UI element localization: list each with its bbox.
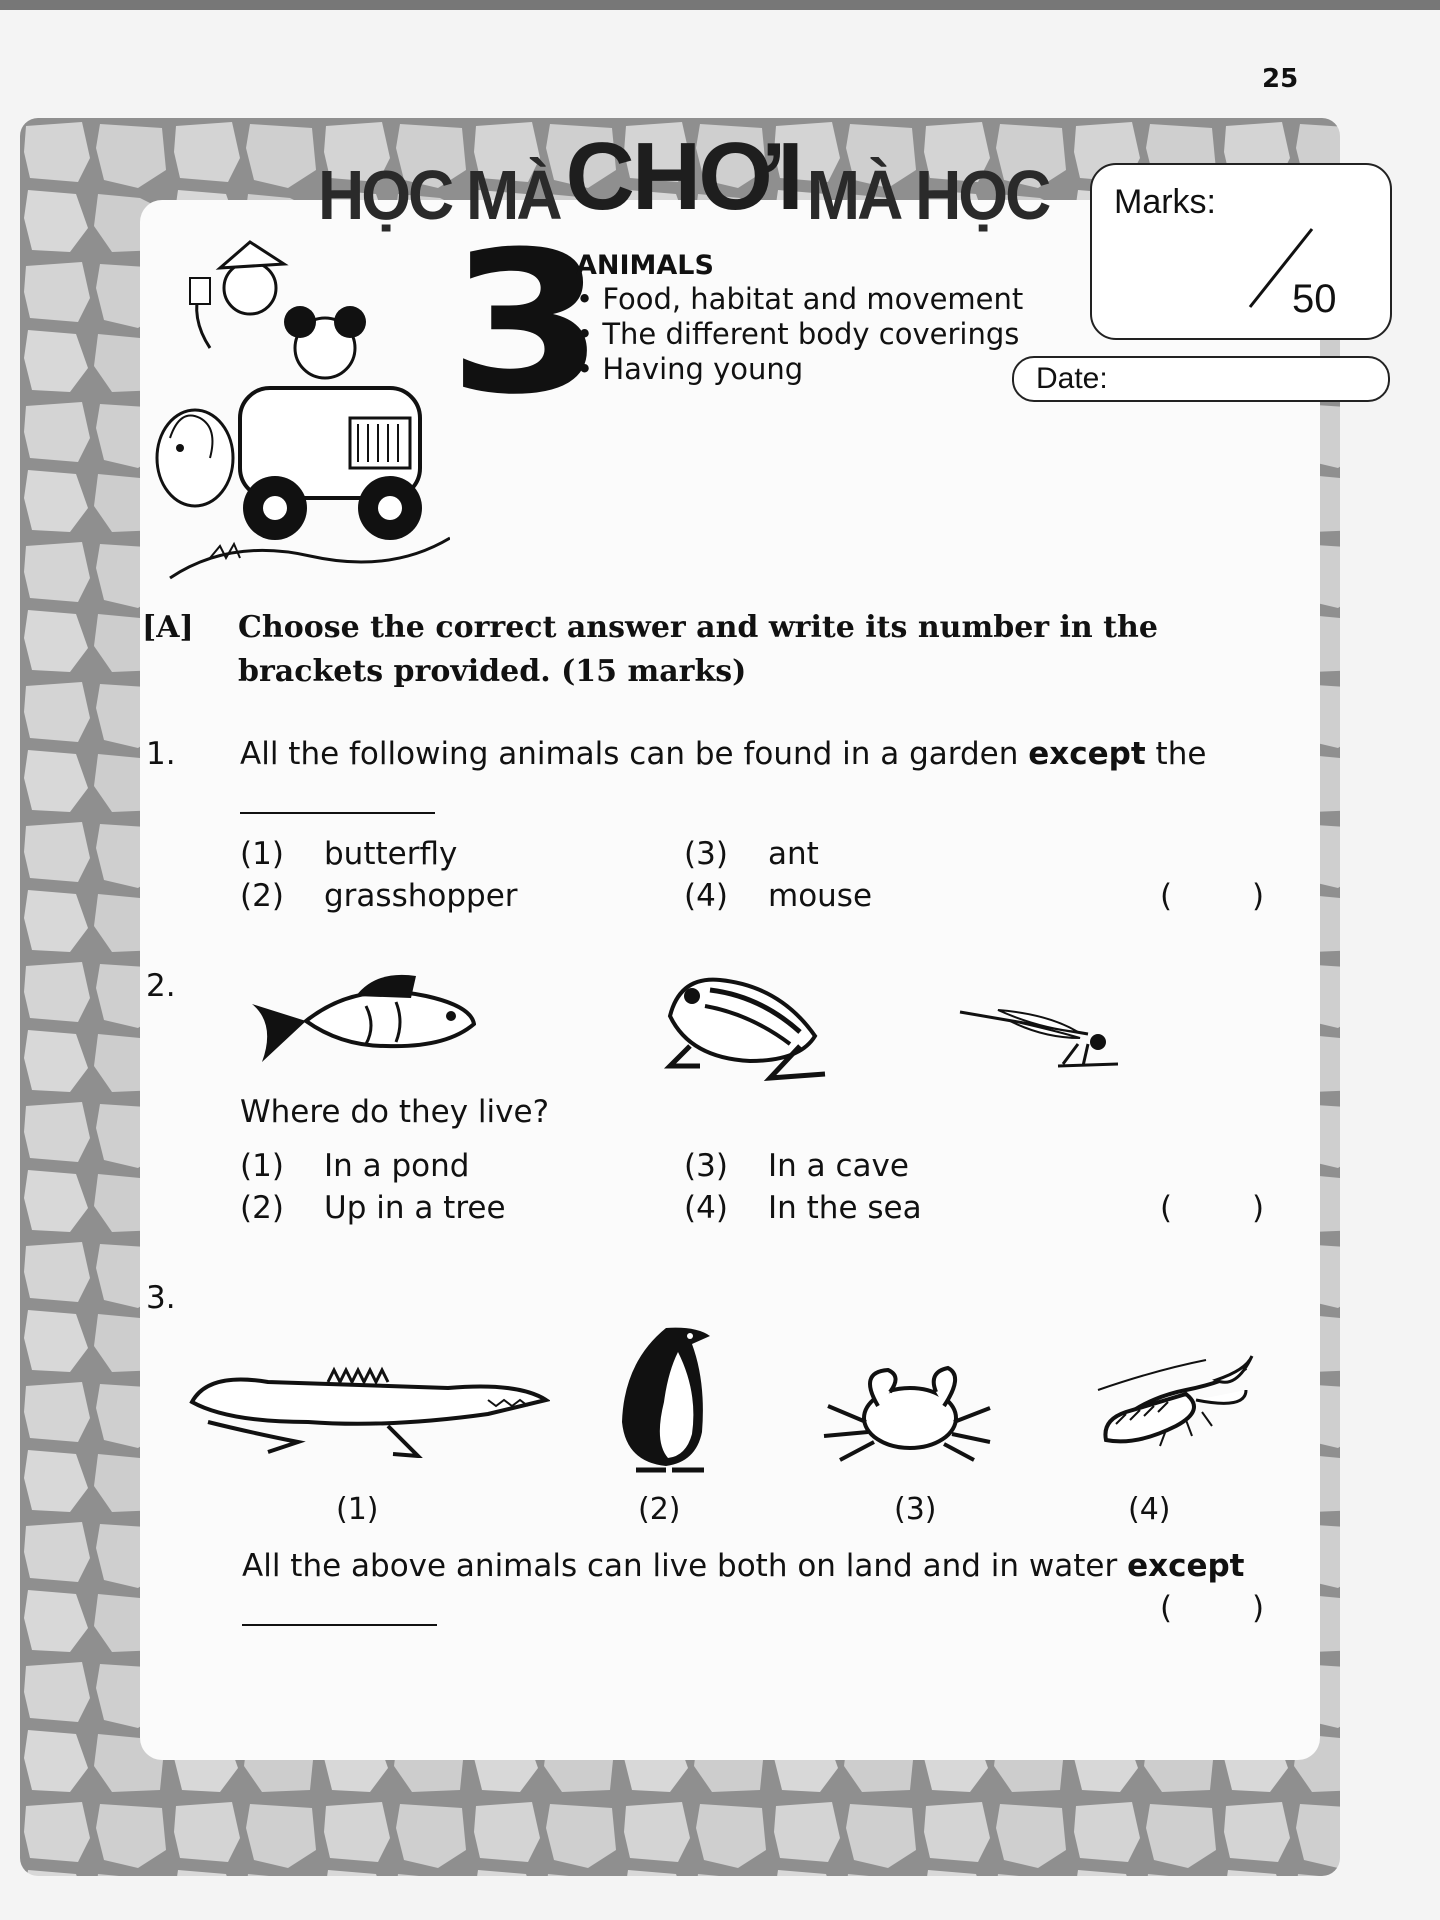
fish-icon	[246, 966, 476, 1076]
answer-blank[interactable]	[242, 1624, 437, 1626]
question-number: 2.	[146, 968, 176, 1004]
cartoon-jeep-icon	[150, 238, 450, 598]
date-box	[1012, 356, 1390, 402]
question-number: 1.	[146, 736, 176, 772]
section-tag: [A]	[142, 610, 194, 645]
option-text: Up in a tree	[324, 1190, 506, 1226]
picture-label: (3)	[894, 1492, 937, 1527]
question-text	[242, 1548, 1245, 1584]
option-number: (2)	[240, 878, 284, 914]
option	[684, 878, 872, 914]
topic-title: ANIMALS	[576, 250, 714, 281]
option-number: (2)	[240, 1190, 284, 1226]
q3-text-bold: except	[1127, 1548, 1245, 1584]
picture-label: (2)	[638, 1492, 681, 1527]
title-right: MÀ HỌC	[806, 156, 1049, 234]
marks-label: Marks:	[1114, 183, 1216, 221]
title-left: HỌC MÀ	[318, 156, 560, 234]
option-text: ant	[768, 836, 819, 872]
option	[684, 1190, 922, 1226]
option-number: (4)	[684, 1190, 728, 1226]
penguin-icon	[606, 1322, 724, 1478]
answer-blank[interactable]	[240, 812, 435, 814]
q1-text-end: the	[1145, 736, 1207, 772]
topic-bullet: • Food, habitat and movement	[576, 282, 1023, 317]
lobster-icon	[1096, 1350, 1256, 1450]
topic-bullets	[576, 282, 1023, 387]
option-number: (1)	[240, 1148, 284, 1184]
answer-bracket[interactable]: ( )	[1160, 1590, 1265, 1626]
crocodile-icon	[188, 1352, 550, 1458]
option	[240, 878, 518, 914]
option-number: (3)	[684, 836, 728, 872]
answer-bracket[interactable]: ( )	[1160, 1190, 1265, 1226]
picture-label: (1)	[336, 1492, 379, 1527]
dragonfly-icon	[958, 1004, 1118, 1074]
q1-text-bold: except	[1028, 736, 1146, 772]
option-text: mouse	[768, 878, 873, 914]
section-text: Choose the correct answer and write its number in the brackets provided. (15 marks)	[238, 610, 1158, 689]
option	[240, 836, 457, 872]
q1-text-start: All the following animals can be found in a garden	[240, 736, 1029, 772]
option-number: (1)	[240, 836, 284, 872]
series-title	[318, 123, 1049, 234]
option-text: In the sea	[768, 1190, 922, 1226]
topic-bullet: • The different body coverings	[576, 317, 1023, 352]
marks-total: 50	[1292, 277, 1337, 321]
option	[240, 1148, 469, 1184]
marks-box	[1090, 163, 1392, 340]
title-mid: CHƠI	[565, 123, 801, 230]
option-number: (3)	[684, 1148, 728, 1184]
crab-icon	[818, 1362, 994, 1462]
scan-top-edge	[0, 0, 1440, 10]
unit-number: 3	[448, 210, 605, 438]
question-text	[240, 736, 1206, 772]
frog-icon	[650, 966, 840, 1084]
question-text: Where do they live?	[240, 1094, 550, 1130]
option-text: butterfly	[324, 836, 458, 872]
date-label: Date:	[1036, 362, 1108, 395]
option-number: (4)	[684, 878, 728, 914]
option	[684, 1148, 909, 1184]
topic-bullet: • Having young	[576, 352, 1023, 387]
page-number: 25	[1262, 64, 1299, 94]
question-number: 3.	[146, 1280, 176, 1316]
option	[684, 836, 819, 872]
option	[240, 1190, 506, 1226]
answer-bracket[interactable]: ( )	[1160, 878, 1265, 914]
option-text: In a pond	[324, 1148, 470, 1184]
q3-text-start: All the above animals can live both on land and in water	[242, 1548, 1128, 1584]
option-text: grasshopper	[324, 878, 518, 914]
option-text: In a cave	[768, 1148, 909, 1184]
picture-label: (4)	[1128, 1492, 1171, 1527]
